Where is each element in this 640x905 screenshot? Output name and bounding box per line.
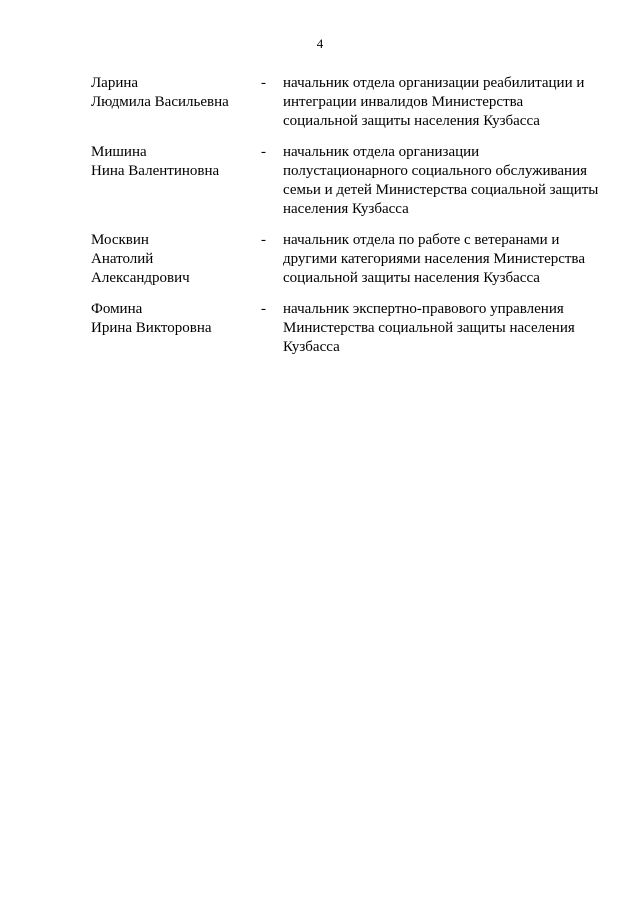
- position-title: начальник отдела организации реабилитации и интеграции инвалидов Министерства социальной защиты населения Кузбасса: [283, 75, 585, 129]
- surname: Мишина: [91, 144, 147, 160]
- separator-dash: -: [261, 75, 266, 91]
- person-name: [91, 74, 261, 112]
- given-name: Анатолий: [91, 251, 154, 267]
- surname: Ларина: [91, 75, 139, 91]
- page-number: 4: [316, 36, 324, 51]
- roster-entry: [91, 231, 601, 288]
- staff-roster: [91, 74, 601, 369]
- person-name: [91, 300, 261, 338]
- roster-entry: [91, 300, 601, 357]
- person-name: [91, 231, 261, 288]
- given-name: Людмила Васильевна: [91, 94, 229, 110]
- position-title: начальник отдела по работе с ветеранами и другими категориями населения Министерства социальной защиты населения Кузбасса: [283, 232, 585, 286]
- person-name: [91, 143, 261, 181]
- given-name: Ирина Викторовна: [91, 320, 212, 336]
- separator-dash: -: [261, 232, 266, 248]
- separator-dash: -: [261, 144, 266, 160]
- given-name: Нина Валентиновна: [91, 163, 220, 179]
- separator-dash: -: [261, 301, 266, 317]
- surname: Фомина: [91, 301, 143, 317]
- roster-entry: [91, 143, 601, 219]
- surname: Москвин: [91, 232, 149, 248]
- roster-entry: [91, 74, 601, 131]
- patronymic: Александрович: [91, 270, 190, 286]
- position-title: начальник экспертно-правового управления Министерства социальной защиты населения Кузбасса: [283, 301, 575, 355]
- position-title: начальник отдела организации полустационарного социального обслуживания семьи и детей Министерства социальной защиты населения Кузбасса: [283, 144, 599, 217]
